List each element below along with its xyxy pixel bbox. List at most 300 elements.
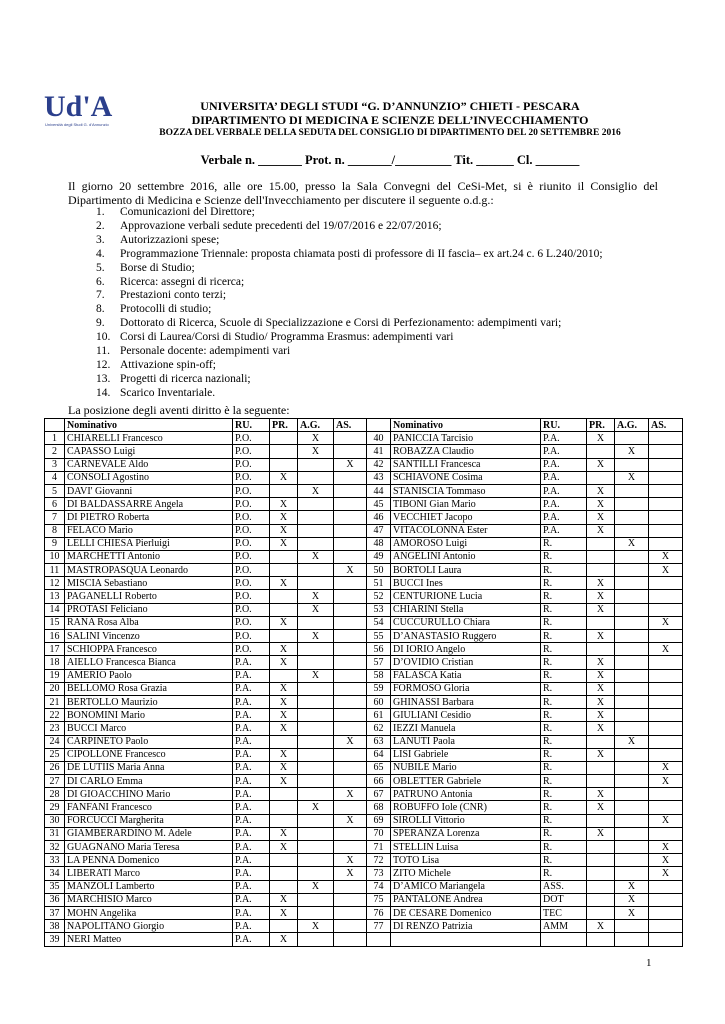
member-role: P.A. (233, 814, 270, 827)
table-row (45, 920, 683, 933)
logo-subtext: Università degli Studi G. d'Annunzio (45, 122, 109, 127)
present-mark: X (270, 722, 298, 735)
present-mark: X (587, 524, 615, 537)
row-number: 31 (45, 827, 65, 840)
table-row (45, 854, 683, 867)
agenda-item (96, 387, 603, 401)
table-row (45, 432, 683, 445)
row-number: 58 (367, 669, 391, 682)
member-name: FALASCA Katia (391, 669, 541, 682)
justified-mark (298, 788, 334, 801)
present-mark: X (270, 524, 298, 537)
present-mark: X (587, 695, 615, 708)
table-header-row (45, 419, 683, 432)
present-mark: X (587, 484, 615, 497)
member-role: P.A. (233, 841, 270, 854)
row-number: 61 (367, 709, 391, 722)
department-title: DIPARTIMENTO DI MEDICINA E SCIENZE DELL’INVECCHIAMENTO (191, 113, 589, 127)
present-mark: X (270, 616, 298, 629)
justified-mark (298, 511, 334, 524)
present-mark (587, 814, 615, 827)
present-mark (270, 669, 298, 682)
member-role: P.O. (233, 643, 270, 656)
header-name-right: Nominativo (391, 419, 541, 432)
member-name: ZITO Michele (391, 867, 541, 880)
member-name: PATRUNO Antonia (391, 788, 541, 801)
justified-mark (615, 616, 649, 629)
member-name: GIAMBERARDINO M. Adele (65, 827, 233, 840)
agenda-item (96, 289, 603, 303)
absent-mark (334, 524, 367, 537)
row-number: 34 (45, 867, 65, 880)
justified-mark (298, 537, 334, 550)
absent-mark (649, 590, 683, 603)
absent-mark (334, 603, 367, 616)
row-number: 75 (367, 893, 391, 906)
row-number: 1 (45, 432, 65, 445)
row-number: 9 (45, 537, 65, 550)
member-role (541, 933, 587, 946)
row-number: 49 (367, 550, 391, 563)
member-name: STANISCIA Tommaso (391, 484, 541, 497)
justified-mark (298, 775, 334, 788)
table-row (45, 511, 683, 524)
header-ru-left: RU. (233, 419, 270, 432)
absent-mark (649, 801, 683, 814)
row-number: 23 (45, 722, 65, 735)
justified-mark (615, 709, 649, 722)
member-role: R. (541, 827, 587, 840)
present-mark: X (270, 656, 298, 669)
absent-mark (649, 880, 683, 893)
absent-mark (649, 524, 683, 537)
header-num-right (367, 419, 391, 432)
member-role: R. (541, 735, 587, 748)
row-number: 65 (367, 761, 391, 774)
agenda-item-number: 7. (96, 289, 105, 302)
page-number: 1 (646, 957, 652, 969)
present-mark (587, 616, 615, 629)
member-role: P.A. (233, 722, 270, 735)
absent-mark (334, 695, 367, 708)
member-name: SIROLLI Vittorio (391, 814, 541, 827)
table-row (45, 761, 683, 774)
table-row (45, 748, 683, 761)
absent-mark: X (649, 550, 683, 563)
table-row (45, 669, 683, 682)
absent-mark (334, 827, 367, 840)
table-row (45, 498, 683, 511)
justified-mark (615, 933, 649, 946)
present-mark: X (587, 630, 615, 643)
member-name: OBLETTER Gabriele (391, 775, 541, 788)
header-as-left: AS. (334, 419, 367, 432)
agenda-item (96, 276, 603, 290)
present-mark: X (587, 603, 615, 616)
member-role: P.A. (233, 854, 270, 867)
table-row (45, 630, 683, 643)
row-number: 66 (367, 775, 391, 788)
present-mark: X (587, 827, 615, 840)
present-mark: X (270, 643, 298, 656)
absent-mark: X (334, 854, 367, 867)
row-number: 28 (45, 788, 65, 801)
row-number: 51 (367, 577, 391, 590)
justified-mark (298, 616, 334, 629)
absent-mark (334, 537, 367, 550)
present-mark: X (270, 827, 298, 840)
member-role: P.O. (233, 590, 270, 603)
agenda-item-number: 6. (96, 275, 105, 288)
attendance-intro: La posizione degli aventi diritto è la seguente: (68, 403, 290, 417)
absent-mark (649, 603, 683, 616)
member-name: FANFANI Francesco (65, 801, 233, 814)
present-mark: X (270, 709, 298, 722)
justified-mark: X (615, 893, 649, 906)
member-name: SPERANZA Lorenza (391, 827, 541, 840)
row-number: 42 (367, 458, 391, 471)
absent-mark (334, 775, 367, 788)
present-mark (587, 537, 615, 550)
present-mark: X (587, 511, 615, 524)
header-pr-right: PR. (587, 419, 615, 432)
member-role: P.A. (233, 669, 270, 682)
member-name: FORCUCCI Margherita (65, 814, 233, 827)
present-mark (587, 471, 615, 484)
row-number: 14 (45, 603, 65, 616)
member-role: R. (541, 761, 587, 774)
absent-mark: X (649, 841, 683, 854)
absent-mark: X (649, 867, 683, 880)
present-mark (270, 920, 298, 933)
agenda-item (96, 248, 603, 262)
present-mark: X (270, 695, 298, 708)
row-number: 12 (45, 577, 65, 590)
member-role: P.A. (233, 801, 270, 814)
member-name: DI PIETRO Roberta (65, 511, 233, 524)
member-role: R. (541, 682, 587, 695)
member-role: P.A. (233, 656, 270, 669)
present-mark: X (587, 682, 615, 695)
member-name: CHIARINI Stella (391, 603, 541, 616)
member-role: R. (541, 669, 587, 682)
present-mark (270, 801, 298, 814)
member-role: ASS. (541, 880, 587, 893)
present-mark (270, 867, 298, 880)
row-number: 73 (367, 867, 391, 880)
table-row (45, 801, 683, 814)
member-role: P.A. (233, 748, 270, 761)
agenda-item-text: Comunicazioni del Direttore; (120, 206, 255, 218)
member-name: D’ANASTASIO Ruggero (391, 630, 541, 643)
justified-mark (615, 827, 649, 840)
absent-mark: X (649, 854, 683, 867)
justified-mark (615, 669, 649, 682)
present-mark: X (587, 498, 615, 511)
member-name: ROBAZZA Claudio (391, 445, 541, 458)
row-number: 19 (45, 669, 65, 682)
absent-mark (649, 748, 683, 761)
member-name: SCHIAVONE Cosima (391, 471, 541, 484)
member-name: LELLI CHIESA Pierluigi (65, 537, 233, 550)
agenda-item-number: 12. (96, 358, 111, 371)
member-name: PROTASI Feliciano (65, 603, 233, 616)
row-number: 57 (367, 656, 391, 669)
row-number: 72 (367, 854, 391, 867)
agenda-item-number: 4. (96, 247, 105, 260)
member-role: P.A. (541, 445, 587, 458)
row-number: 29 (45, 801, 65, 814)
justified-mark (298, 682, 334, 695)
agenda-item-text: Protocolli di studio; (120, 303, 212, 316)
absent-mark (649, 695, 683, 708)
row-number: 70 (367, 827, 391, 840)
intro-paragraph: Il giorno 20 settembre 2016, alle ore 15.00, presso la Sala Convegni del CeSi-Met, si è riunito il Consiglio del Dipartimento di Medicina e Scienze dell'Invecchiamento per discutere il seguente o.d.g.: (68, 179, 658, 207)
present-mark (270, 814, 298, 827)
agenda-item-number: 10. (96, 331, 111, 344)
member-role: R. (541, 722, 587, 735)
logo-text: Ud'A (44, 90, 113, 123)
table-row (45, 695, 683, 708)
member-name: IEZZI Manuela (391, 722, 541, 735)
member-role: R. (541, 867, 587, 880)
row-number: 64 (367, 748, 391, 761)
agenda-item-number: 8. (96, 303, 105, 316)
row-number: 6 (45, 498, 65, 511)
member-name: NUBILE Mario (391, 761, 541, 774)
justified-mark (298, 906, 334, 919)
member-role: P.A. (541, 524, 587, 537)
row-number: 67 (367, 788, 391, 801)
absent-mark: X (334, 788, 367, 801)
row-number: 55 (367, 630, 391, 643)
absent-mark (334, 880, 367, 893)
agenda-item (96, 220, 603, 234)
justified-mark: X (615, 445, 649, 458)
absent-mark (334, 906, 367, 919)
absent-mark (649, 788, 683, 801)
present-mark (270, 484, 298, 497)
absent-mark (334, 550, 367, 563)
justified-mark (615, 682, 649, 695)
attendance-table (44, 418, 683, 947)
member-name: MISCIA Sebastiano (65, 577, 233, 590)
present-mark (587, 893, 615, 906)
absent-mark (649, 709, 683, 722)
row-number: 26 (45, 761, 65, 774)
member-name: DI IORIO Angelo (391, 643, 541, 656)
row-number: 63 (367, 735, 391, 748)
absent-mark (334, 669, 367, 682)
justified-mark (298, 656, 334, 669)
member-role: R. (541, 854, 587, 867)
justified-mark (615, 920, 649, 933)
table-row (45, 841, 683, 854)
agenda-item-text: Scarico Inventariale. (120, 386, 216, 399)
member-role: P.O. (233, 458, 270, 471)
member-role: R. (541, 643, 587, 656)
member-name: GIULIANI Cesidio (391, 709, 541, 722)
member-name: D’OVIDIO Cristian (391, 656, 541, 669)
university-title: UNIVERSITA’ DEGLI STUDI “G. D’ANNUNZIO” CHIETI - PESCARA (200, 99, 580, 113)
member-name: AMERIO Paolo (65, 669, 233, 682)
justified-mark (615, 854, 649, 867)
row-number: 41 (367, 445, 391, 458)
agenda-item-number: 14. (96, 386, 111, 399)
table-row (45, 484, 683, 497)
present-mark (270, 564, 298, 577)
member-name: GHINASSI Barbara (391, 695, 541, 708)
justified-mark (615, 524, 649, 537)
present-mark (587, 761, 615, 774)
absent-mark (334, 801, 367, 814)
agenda-item-number: 5. (96, 261, 105, 274)
header-ag-left: A.G. (298, 419, 334, 432)
justified-mark: X (298, 630, 334, 643)
table-row (45, 827, 683, 840)
member-name: MOHN Angelika (65, 906, 233, 919)
justified-mark (298, 577, 334, 590)
justified-mark: X (298, 801, 334, 814)
justified-mark (298, 709, 334, 722)
member-role: P.O. (233, 577, 270, 590)
justified-mark: X (298, 603, 334, 616)
absent-mark (649, 682, 683, 695)
present-mark (587, 735, 615, 748)
absent-mark: X (649, 643, 683, 656)
absent-mark (334, 498, 367, 511)
justified-mark: X (298, 484, 334, 497)
agenda-item-number: 3. (96, 233, 105, 246)
present-mark: X (587, 920, 615, 933)
member-role: P.A. (541, 484, 587, 497)
present-mark (587, 841, 615, 854)
member-name: PANTALONE Andrea (391, 893, 541, 906)
member-name: CENTURIONE Lucia (391, 590, 541, 603)
present-mark (270, 590, 298, 603)
member-role: R. (541, 603, 587, 616)
justified-mark (298, 471, 334, 484)
member-role: R. (541, 788, 587, 801)
member-name: ROBUFFO Iole (CNR) (391, 801, 541, 814)
absent-mark (649, 669, 683, 682)
present-mark (587, 550, 615, 563)
member-name: MANZOLI Lamberto (65, 880, 233, 893)
table-row (45, 656, 683, 669)
member-name: FELACO Mario (65, 524, 233, 537)
table-row (45, 564, 683, 577)
justified-mark (615, 867, 649, 880)
member-role: R. (541, 550, 587, 563)
present-mark: X (587, 669, 615, 682)
row-number: 33 (45, 854, 65, 867)
member-role: R. (541, 814, 587, 827)
table-row (45, 867, 683, 880)
member-role: AMM (541, 920, 587, 933)
agenda-item-text: Attivazione spin-off; (120, 358, 216, 371)
member-name: TIBONI Gian Mario (391, 498, 541, 511)
justified-mark (298, 814, 334, 827)
member-name: CARPINETO Paolo (65, 735, 233, 748)
justified-mark (298, 841, 334, 854)
agenda-item (96, 303, 603, 317)
agenda-item-number: 11. (96, 345, 110, 358)
absent-mark: X (649, 564, 683, 577)
justified-mark (615, 484, 649, 497)
justified-mark: X (615, 906, 649, 919)
member-role: P.O. (233, 550, 270, 563)
member-name: LISI Gabriele (391, 748, 541, 761)
row-number: 5 (45, 484, 65, 497)
agenda-item (96, 234, 603, 248)
row-number: 18 (45, 656, 65, 669)
member-role: P.A. (233, 695, 270, 708)
member-name: CAPASSO Luigi (65, 445, 233, 458)
absent-mark (649, 432, 683, 445)
present-mark (270, 432, 298, 445)
justified-mark (615, 630, 649, 643)
agenda-item-text: Autorizzazioni spese; (120, 233, 220, 246)
absent-mark: X (334, 735, 367, 748)
absent-mark: X (334, 814, 367, 827)
justified-mark (298, 761, 334, 774)
present-mark (587, 906, 615, 919)
member-name: BERTOLLO Maurizio (65, 695, 233, 708)
member-name: AMOROSO Luigi (391, 537, 541, 550)
agenda-item-text: Programmazione Triennale: proposta chiamata posti di professore di II fascia– ex art.24 c. 6 L.240/2010; (120, 247, 603, 260)
table-row (45, 590, 683, 603)
present-mark (270, 603, 298, 616)
justified-mark (298, 893, 334, 906)
member-name: VECCHIET Jacopo (391, 511, 541, 524)
member-name: DI BALDASSARRE Angela (65, 498, 233, 511)
member-role: P.O. (233, 537, 270, 550)
member-name: SALINI Vincenzo (65, 630, 233, 643)
present-mark: X (587, 722, 615, 735)
agenda-item (96, 373, 603, 387)
absent-mark: X (649, 814, 683, 827)
absent-mark (649, 906, 683, 919)
row-number: 59 (367, 682, 391, 695)
table-row (45, 682, 683, 695)
absent-mark (334, 616, 367, 629)
justified-mark: X (298, 920, 334, 933)
member-name: STELLIN Luisa (391, 841, 541, 854)
justified-mark (298, 564, 334, 577)
present-mark: X (270, 933, 298, 946)
member-role: P.A. (541, 498, 587, 511)
row-number: 35 (45, 880, 65, 893)
member-role: P.O. (233, 630, 270, 643)
absent-mark (649, 656, 683, 669)
table-row (45, 458, 683, 471)
row-number: 46 (367, 511, 391, 524)
member-role: DOT (541, 893, 587, 906)
member-name: PANICCIA Tarcisio (391, 432, 541, 445)
justified-mark (615, 775, 649, 788)
present-mark (270, 880, 298, 893)
present-mark (270, 550, 298, 563)
row-number: 69 (367, 814, 391, 827)
absent-mark: X (334, 458, 367, 471)
justified-mark (298, 933, 334, 946)
present-mark (587, 564, 615, 577)
table-row (45, 471, 683, 484)
member-name: NERI Matteo (65, 933, 233, 946)
member-role: P.A. (233, 788, 270, 801)
present-mark: X (587, 590, 615, 603)
justified-mark (298, 458, 334, 471)
